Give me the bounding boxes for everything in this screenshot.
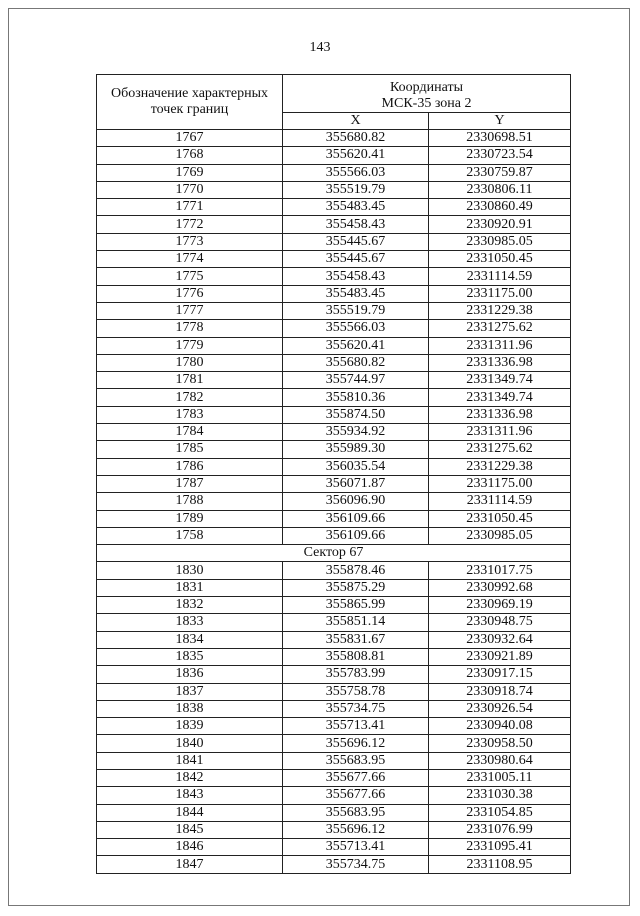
table-row: [97, 337, 571, 354]
cell-y: 2330992.68: [429, 579, 571, 596]
cell-y: 2331275.62: [429, 320, 571, 337]
cell-point: 1781: [97, 372, 283, 389]
sector-row: [97, 545, 571, 562]
cell-x: 355744.97: [283, 372, 429, 389]
cell-point: 1832: [97, 597, 283, 614]
cell-point: 1775: [97, 268, 283, 285]
cell-point: 1788: [97, 493, 283, 510]
cell-x: 355445.67: [283, 233, 429, 250]
cell-point: 1845: [97, 821, 283, 838]
cell-point: 1784: [97, 424, 283, 441]
cell-y: 2330921.89: [429, 648, 571, 665]
cell-x: 356071.87: [283, 475, 429, 492]
table-row: [97, 320, 571, 337]
cell-y: 2330698.51: [429, 130, 571, 147]
cell-point: 1847: [97, 856, 283, 873]
point-header-line2: точек границ: [150, 102, 229, 117]
cell-x: 355810.36: [283, 389, 429, 406]
cell-point: 1782: [97, 389, 283, 406]
table-row: [97, 735, 571, 752]
cell-y: 2331336.98: [429, 354, 571, 371]
table-row: [97, 354, 571, 371]
cell-point: 1774: [97, 251, 283, 268]
cell-y: 2330985.05: [429, 233, 571, 250]
cell-x: 355677.66: [283, 769, 429, 786]
cell-y: 2331005.11: [429, 769, 571, 786]
cell-x: 355851.14: [283, 614, 429, 631]
cell-point: 1783: [97, 406, 283, 423]
cell-point: 1769: [97, 164, 283, 181]
coordinates-table: [96, 74, 571, 874]
cell-point: 1787: [97, 475, 283, 492]
cell-x: 356109.66: [283, 527, 429, 544]
cell-y: 2331054.85: [429, 804, 571, 821]
cell-y: 2331349.74: [429, 389, 571, 406]
cell-y: 2330985.05: [429, 527, 571, 544]
table-row: [97, 614, 571, 631]
table-row: [97, 787, 571, 804]
table-row: [97, 804, 571, 821]
cell-x: 355831.67: [283, 631, 429, 648]
cell-x: 355458.43: [283, 216, 429, 233]
cell-y: 2331229.38: [429, 458, 571, 475]
cell-point: 1840: [97, 735, 283, 752]
cell-y: 2331108.95: [429, 856, 571, 873]
page-number: 143: [309, 40, 331, 55]
cell-y: 2331030.38: [429, 787, 571, 804]
cell-x: 355677.66: [283, 787, 429, 804]
table-row: [97, 233, 571, 250]
table-row: [97, 302, 571, 319]
cell-x: 355519.79: [283, 181, 429, 198]
cell-x: 355713.41: [283, 839, 429, 856]
table-row: [97, 372, 571, 389]
table-row: [97, 562, 571, 579]
table-row: [97, 147, 571, 164]
table-row: [97, 285, 571, 302]
cell-y: 2331175.00: [429, 475, 571, 492]
cell-point: 1768: [97, 147, 283, 164]
table-row: [97, 493, 571, 510]
cell-point: 1830: [97, 562, 283, 579]
cell-point: 1833: [97, 614, 283, 631]
cell-x: 355445.67: [283, 251, 429, 268]
cell-y: 2331076.99: [429, 821, 571, 838]
cell-point: 1779: [97, 337, 283, 354]
cell-point: 1844: [97, 804, 283, 821]
cell-point: 1772: [97, 216, 283, 233]
cell-x: 355483.45: [283, 285, 429, 302]
cell-point: 1842: [97, 769, 283, 786]
cell-point: 1778: [97, 320, 283, 337]
table-row: [97, 769, 571, 786]
table-row: [97, 130, 571, 147]
cell-point: 1789: [97, 510, 283, 527]
cell-y: 2330920.91: [429, 216, 571, 233]
cell-y: 2330958.50: [429, 735, 571, 752]
cell-x: 355875.29: [283, 579, 429, 596]
table-row: [97, 458, 571, 475]
cell-point: 1786: [97, 458, 283, 475]
cell-y: 2331229.38: [429, 302, 571, 319]
cell-y: 2331311.96: [429, 424, 571, 441]
table-row: [97, 856, 571, 873]
cell-y: 2331095.41: [429, 839, 571, 856]
cell-x: 355620.41: [283, 337, 429, 354]
cell-x: 355734.75: [283, 856, 429, 873]
cell-point: 1776: [97, 285, 283, 302]
cell-point: 1835: [97, 648, 283, 665]
cell-point: 1843: [97, 787, 283, 804]
table-row: [97, 597, 571, 614]
cell-point: 1777: [97, 302, 283, 319]
cell-y: 2331114.59: [429, 493, 571, 510]
cell-x: 355734.75: [283, 700, 429, 717]
table-row: [97, 752, 571, 769]
table-row: [97, 839, 571, 856]
cell-y: 2330918.74: [429, 683, 571, 700]
table-row: [97, 441, 571, 458]
cell-point: 1785: [97, 441, 283, 458]
cell-y: 2331336.98: [429, 406, 571, 423]
cell-x: 356109.66: [283, 510, 429, 527]
cell-x: 355483.45: [283, 199, 429, 216]
cell-x: 355683.95: [283, 752, 429, 769]
table-body: [97, 130, 571, 874]
table-row: [97, 199, 571, 216]
cell-x: 355713.41: [283, 718, 429, 735]
cell-point: 1770: [97, 181, 283, 198]
cell-x: 355808.81: [283, 648, 429, 665]
cell-point: 1846: [97, 839, 283, 856]
table-row: [97, 181, 571, 198]
table-row: [97, 424, 571, 441]
cell-y: 2330932.64: [429, 631, 571, 648]
table-row: [97, 527, 571, 544]
table-row: [97, 718, 571, 735]
y-column-header: Y: [429, 113, 571, 130]
coordinates-header-line1: Координаты: [390, 80, 463, 95]
cell-x: 355989.30: [283, 441, 429, 458]
cell-x: 355620.41: [283, 147, 429, 164]
cell-y: 2331050.45: [429, 251, 571, 268]
cell-y: 2330860.49: [429, 199, 571, 216]
cell-point: 1831: [97, 579, 283, 596]
cell-y: 2330917.15: [429, 666, 571, 683]
x-column-header: X: [283, 113, 429, 130]
table-row: [97, 475, 571, 492]
table-row: [97, 164, 571, 181]
cell-point: 1836: [97, 666, 283, 683]
cell-point: 1834: [97, 631, 283, 648]
cell-x: 355519.79: [283, 302, 429, 319]
table-row: [97, 700, 571, 717]
cell-x: 355696.12: [283, 735, 429, 752]
cell-y: 2330948.75: [429, 614, 571, 631]
cell-x: 355874.50: [283, 406, 429, 423]
cell-x: 356096.90: [283, 493, 429, 510]
sector-label: Сектор 67: [97, 545, 571, 562]
coordinates-header-line2: МСК-35 зона 2: [381, 96, 472, 111]
table-row: [97, 406, 571, 423]
table-row: [97, 510, 571, 527]
cell-point: 1773: [97, 233, 283, 250]
cell-y: 2331050.45: [429, 510, 571, 527]
cell-point: 1839: [97, 718, 283, 735]
cell-x: 355696.12: [283, 821, 429, 838]
cell-x: 355878.46: [283, 562, 429, 579]
cell-y: 2330980.64: [429, 752, 571, 769]
cell-y: 2331349.74: [429, 372, 571, 389]
cell-x: 355680.82: [283, 354, 429, 371]
cell-y: 2330723.54: [429, 147, 571, 164]
table-row: [97, 251, 571, 268]
table-row: [97, 389, 571, 406]
cell-x: 356035.54: [283, 458, 429, 475]
cell-point: 1758: [97, 527, 283, 544]
cell-y: 2331275.62: [429, 441, 571, 458]
cell-point: 1837: [97, 683, 283, 700]
cell-point: 1780: [97, 354, 283, 371]
cell-y: 2330969.19: [429, 597, 571, 614]
point-header-line1: Обозначение характерных: [111, 86, 268, 101]
cell-y: 2331114.59: [429, 268, 571, 285]
point-column-header: [97, 75, 283, 130]
cell-x: 355758.78: [283, 683, 429, 700]
cell-x: 355680.82: [283, 130, 429, 147]
cell-x: 355934.92: [283, 424, 429, 441]
cell-y: 2330940.08: [429, 718, 571, 735]
table-row: [97, 683, 571, 700]
table-row: [97, 648, 571, 665]
cell-y: 2331311.96: [429, 337, 571, 354]
cell-point: 1841: [97, 752, 283, 769]
table-row: [97, 216, 571, 233]
cell-x: 355458.43: [283, 268, 429, 285]
table-row: [97, 666, 571, 683]
cell-x: 355865.99: [283, 597, 429, 614]
table-row: [97, 268, 571, 285]
cell-point: 1838: [97, 700, 283, 717]
cell-y: 2330759.87: [429, 164, 571, 181]
table-row: [97, 821, 571, 838]
coordinates-header: [283, 75, 571, 113]
cell-y: 2330926.54: [429, 700, 571, 717]
cell-x: 355683.95: [283, 804, 429, 821]
cell-x: 355566.03: [283, 164, 429, 181]
cell-y: 2330806.11: [429, 181, 571, 198]
cell-point: 1767: [97, 130, 283, 147]
cell-y: 2331175.00: [429, 285, 571, 302]
cell-x: 355566.03: [283, 320, 429, 337]
cell-y: 2331017.75: [429, 562, 571, 579]
table-row: [97, 579, 571, 596]
table-row: [97, 631, 571, 648]
cell-x: 355783.99: [283, 666, 429, 683]
cell-point: 1771: [97, 199, 283, 216]
